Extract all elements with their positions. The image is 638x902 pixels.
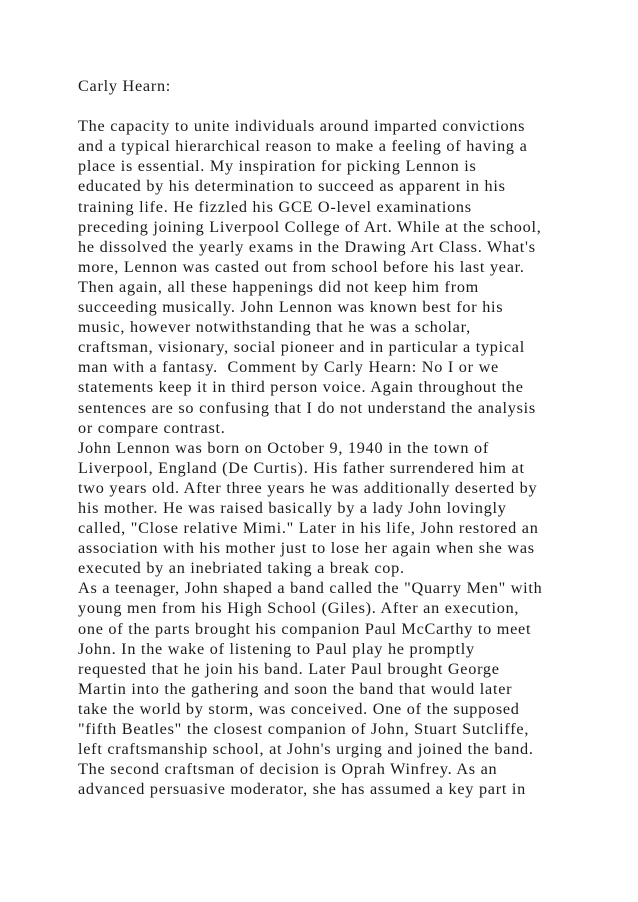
text-line: two years old. After three years he was additionally deserted by (78, 478, 538, 497)
text-line: As a teenager, John shaped a band called the "Quarry Men" with (78, 579, 543, 598)
blank-line (78, 96, 578, 116)
text-line: take the world by storm, was conceived. One of the supposed (78, 699, 520, 718)
document-heading: Carly Hearn: (78, 77, 172, 95)
text-line: The second craftsman of decision is Oprah Winfrey. As an (78, 760, 498, 779)
text-line: executed by an inebriated taking a break cop. (78, 559, 405, 578)
text-line: craftsman, visionary, social pioneer and in particular a typical (78, 338, 525, 357)
document-body (78, 76, 578, 799)
text-line: and a typical hierarchical reason to make a feeling of having a (78, 137, 528, 156)
text-line: "fifth Beatles" the closest companion of John, Stuart Sutcliffe, (78, 720, 530, 738)
text-line: more, Lennon was casted out from school before his last year. (78, 257, 525, 276)
text-line: John. In the wake of listening to Paul play he promptly (78, 639, 475, 658)
text-line: man with a fantasy. Comment by Carly Hearn: No I or we (78, 358, 499, 377)
text-line: called, "Close relative Mimi." Later in his life, John restored an (78, 519, 539, 538)
text-line: The capacity to unite individuals around imparted convictions (78, 117, 526, 136)
text-line: one of the parts brought his companion Paul McCarthy to meet (78, 619, 532, 638)
text-line: statements keep it in third person voice. Again throughout the (78, 378, 524, 397)
text-line: he dissolved the yearly exams in the Drawing Art Class. What's (78, 237, 536, 256)
text-line: Martin into the gathering and soon the band that would later (78, 679, 513, 698)
text-line: Liverpool, England (De Curtis). His father surrendered him at (78, 458, 525, 477)
text-line: or compare contrast. (78, 418, 226, 437)
text-line: educated by his determination to succeed as apparent in his (78, 177, 506, 196)
text-line: sentences are so confusing that I do not understand the analysis (78, 398, 536, 417)
text-line: advanced persuasive moderator, she has assumed a key part in (78, 780, 526, 799)
text-line: young men from his High School (Giles). After an execution, (78, 599, 520, 618)
text-line: left craftsmanship school, at John's urging and joined the band. (78, 740, 534, 759)
text-line: requested that he join his band. Later Paul brought George (78, 659, 500, 678)
text-line: succeeding musically. John Lennon was known best for his (78, 298, 504, 317)
text-line: John Lennon was born on October 9, 1940 in the town of (78, 438, 489, 457)
text-line: association with his mother just to lose her again when she was (78, 539, 535, 558)
text-line: training life. He fizzled his GCE O-level examinations (78, 197, 472, 216)
text-line: Then again, all these happenings did not keep him from (78, 277, 480, 296)
text-line: his mother. He was raised basically by a lady John lovingly (78, 498, 507, 517)
text-line: music, however notwithstanding that he was a scholar, (78, 318, 471, 337)
text-line: place is essential. My inspiration for picking Lennon is (78, 157, 477, 176)
text-line: preceding joining Liverpool College of Art. While at the school, (78, 217, 542, 236)
